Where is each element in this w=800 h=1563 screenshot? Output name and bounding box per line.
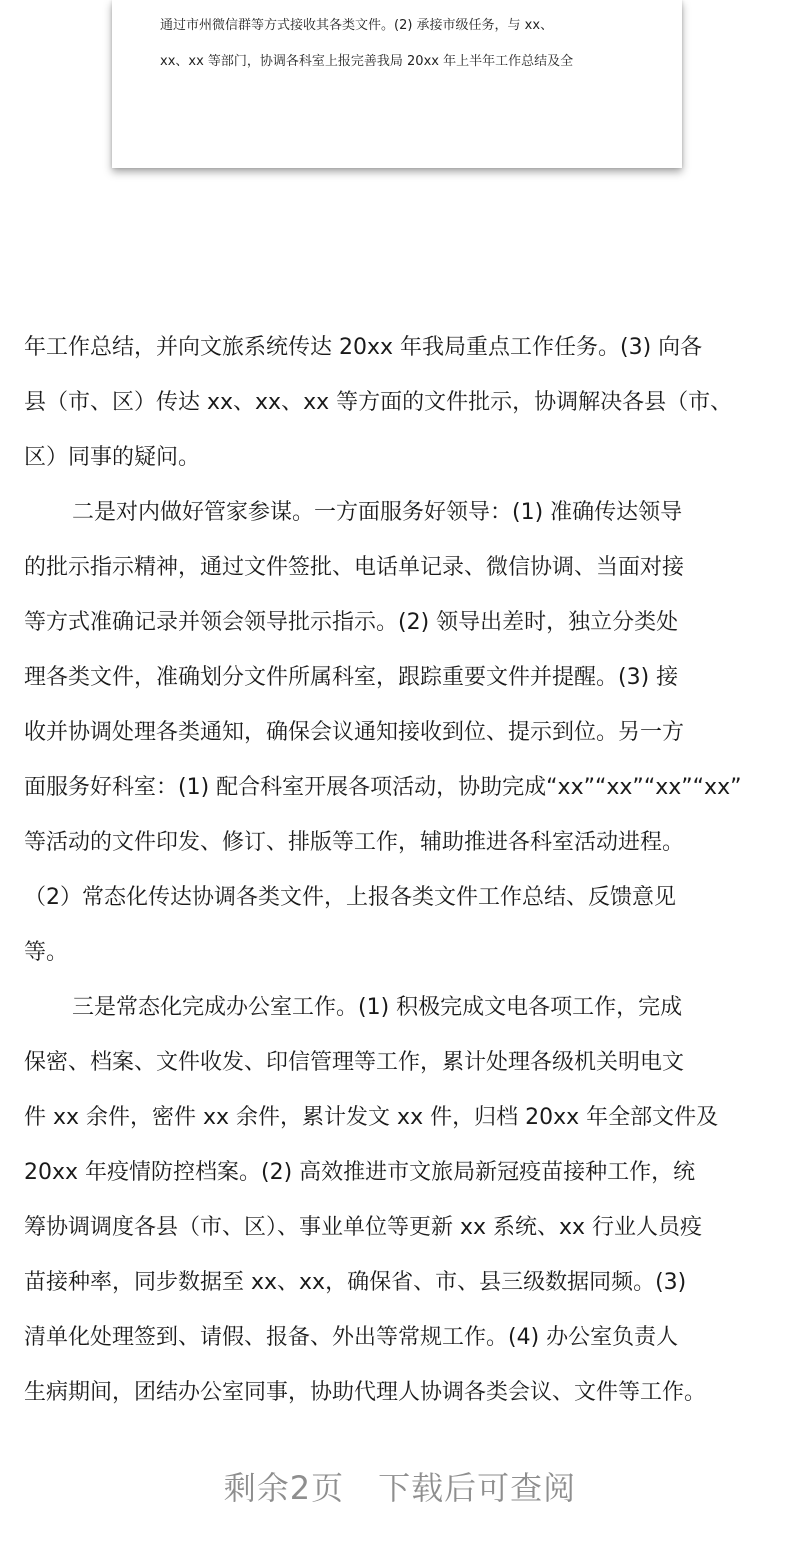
download-prompt[interactable] (0, 1463, 800, 1509)
preview-line: xx、xx 等部门，协调各科室上报完善我局 20xx 年上半年工作总结及全 (160, 54, 574, 69)
remaining-pages-label: 剩余2页 (223, 1469, 345, 1507)
body-line: 区）同事的疑问。 (24, 445, 201, 470)
body-line: 筹协调调度各县（市、区）、事业单位等更新 xx 系统、xx 行业人员疫 (24, 1215, 703, 1240)
document-preview-card (112, 0, 682, 168)
body-line: 件 xx 余件，密件 xx 余件，累计发文 xx 件，归档 20xx 年全部文件及 (24, 1105, 719, 1130)
body-line: 的批示指示精神，通过文件签批、电话单记录、微信协调、当面对接 (24, 555, 685, 580)
body-line: 面服务好科室：(1) 配合科室开展各项活动，协助完成“xx”“xx”“xx”“xx” (24, 775, 742, 800)
body-line: 清单化处理签到、请假、报备、外出等常规工作。(4) 办公室负责人 (24, 1325, 679, 1350)
body-line: 苗接种率，同步数据至 xx、xx，确保省、市、县三级数据同频。(3) (24, 1270, 687, 1295)
paragraph-start-line: 二是对内做好管家参谋。一方面服务好领导：(1) 准确传达领导 (72, 500, 683, 525)
body-line: 年工作总结，并向文旅系统传达 20xx 年我局重点工作任务。(3) 向各 (24, 335, 703, 360)
preview-line: 通过市州微信群等方式接收其各类文件。(2) 承接市级任务，与 xx、 (160, 18, 554, 33)
document-body (24, 320, 788, 1420)
paragraph-start-line: 三是常态化完成办公室工作。(1) 积极完成文电各项工作，完成 (72, 995, 683, 1020)
body-line: 等。 (24, 940, 69, 965)
body-line: 等方式准确记录并领会领导批示指示。(2) 领导出差时，独立分类处 (24, 610, 679, 635)
download-to-view-link[interactable]: 下载后可查阅 (378, 1469, 577, 1507)
body-line: 保密、档案、文件收发、印信管理等工作，累计处理各级机关明电文 (24, 1050, 685, 1075)
body-line: （2）常态化传达协调各类文件，上报各类文件工作总结、反馈意见 (24, 885, 676, 910)
body-line: 20xx 年疫情防控档案。(2) 高效推进市文旅局新冠疫苗接种工作，统 (24, 1160, 696, 1185)
body-line: 县（市、区）传达 xx、xx、xx 等方面的文件批示，协调解决各县（市、 (24, 390, 733, 415)
body-line: 生病期间，团结办公室同事，协助代理人协调各类会议、文件等工作。 (24, 1380, 707, 1405)
body-line: 理各类文件，准确划分文件所属科室，跟踪重要文件并提醒。(3) 接 (24, 665, 679, 690)
body-line: 等活动的文件印发、修订、排版等工作，辅助推进各科室活动进程。 (24, 830, 685, 855)
body-line: 收并协调处理各类通知，确保会议通知接收到位、提示到位。另一方 (24, 720, 685, 745)
